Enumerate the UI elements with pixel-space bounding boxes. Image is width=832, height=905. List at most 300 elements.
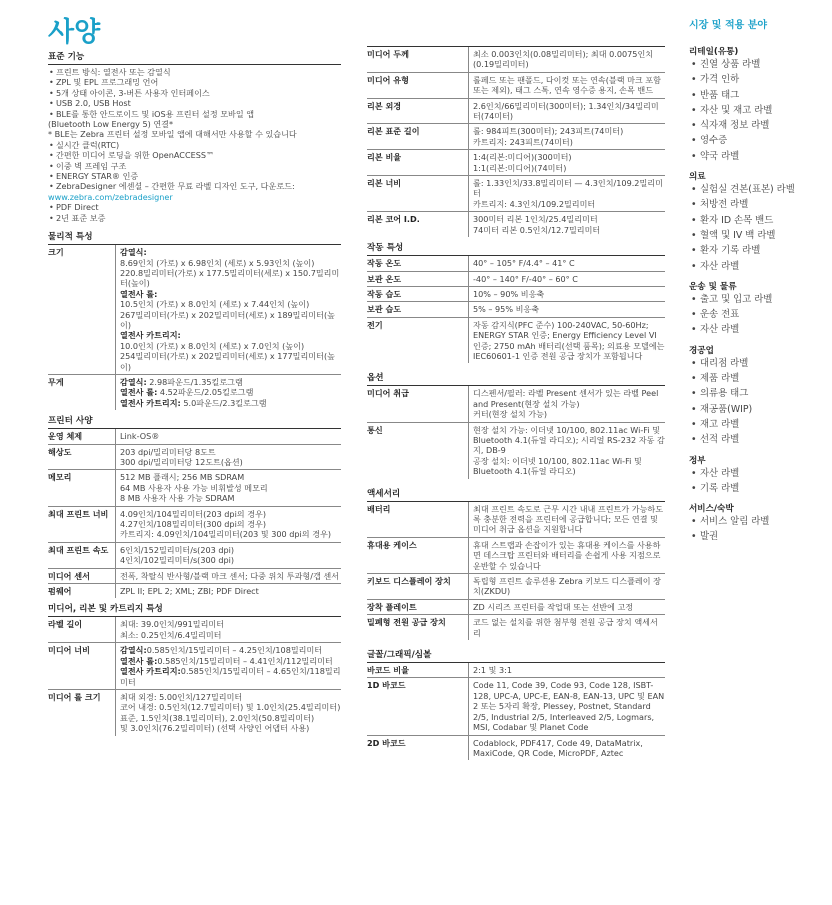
row-key: 2D 바코드 — [367, 737, 406, 748]
row-key: 밀폐형 전원 공급 장치 — [367, 617, 446, 628]
table-row — [367, 302, 665, 317]
bullet-icon: • — [691, 104, 697, 116]
bullet-icon: • — [691, 184, 697, 196]
sidebar-item — [689, 88, 821, 103]
row-value — [115, 245, 341, 374]
sidebar-category: 경공업 — [689, 345, 714, 356]
row-value — [468, 47, 665, 72]
table-row — [367, 502, 665, 538]
sidebar-list — [689, 292, 821, 338]
sidebar-title: 시장 및 적용 분야 — [689, 20, 768, 31]
bullet-icon: • — [49, 108, 54, 119]
list-item — [48, 181, 341, 191]
table-row — [48, 429, 341, 444]
row-key: 라벨 길이 — [48, 619, 83, 630]
row-key: 1D 바코드 — [367, 680, 406, 691]
bullet-icon: • — [691, 388, 697, 400]
list-item — [48, 192, 341, 202]
row-value — [468, 272, 665, 286]
sidebar-list — [689, 57, 821, 164]
bullet-icon: • — [691, 199, 697, 211]
sidebar-item — [689, 149, 821, 164]
row-value — [115, 375, 341, 410]
sidebar-item — [689, 243, 821, 258]
row-key: 메모리 — [48, 472, 72, 483]
row-value-line: 5% – 95% 비응축 — [473, 304, 540, 315]
size-dt-2: 220.8밀리미터(가로) x 177.5밀리미터(세로) x 150.7밀리미터(높이) — [120, 267, 340, 289]
size-tt-2: 267밀리미터(가로) x 202밀리미터(세로) x 189밀리미터(높이) — [120, 309, 335, 330]
sidebar-item-label: 선적 라벨 — [700, 434, 740, 446]
table-row — [367, 574, 665, 600]
bullet-icon: • — [49, 212, 54, 223]
list-item — [48, 171, 341, 181]
sidebar-item — [689, 417, 821, 432]
row-key: 장착 플레이트 — [367, 601, 417, 612]
list-item — [48, 98, 341, 108]
table-row — [48, 470, 341, 506]
row-value — [468, 386, 665, 421]
media-table — [48, 617, 341, 735]
list-item — [48, 150, 341, 160]
sidebar-list — [689, 356, 821, 448]
width-tt: 0.585인치/15밀리미터 – 4.41인치/112밀리미터 — [157, 655, 333, 666]
row-value — [115, 470, 341, 505]
table-row — [367, 538, 665, 574]
weight-tt: 4.52파운드/2.05킬로그램 — [159, 387, 254, 398]
sidebar-item — [689, 514, 821, 529]
table-row — [367, 47, 665, 73]
row-key: 미디어 롤 크기 — [48, 691, 101, 702]
row-value — [115, 543, 341, 568]
section-title-printer: 프린터 사양 — [48, 412, 341, 429]
bullet-icon: • — [691, 516, 697, 528]
list-item-text: ZebraDesigner 에센셜 – 간편한 무료 라벨 디자인 도구, 다운로드: — [56, 181, 295, 192]
table-row — [367, 124, 665, 150]
row-key: 리본 너비 — [367, 178, 402, 189]
sidebar-item-label: 식자재 정보 라벨 — [700, 120, 770, 132]
label-len-min: 최소: 0.25인치/6.4밀리미터 — [120, 629, 222, 640]
table-row — [367, 272, 665, 287]
row-key: 미디어 두께 — [367, 49, 409, 59]
row-value-line: 300 dpi/밀리미터당 12도트(옵션) — [120, 457, 243, 467]
row-value-line: Code 11, Code 39, Code 93, Code 128, ISBT-128, UPC-A, UPC-E, EAN-8, EAN-13, UPC 및 EAN 2 또는 5자리 확장, Plessey, Postnet, Standard 2/5, Industrial 2/5, Interleaved 2/5, Logmars, MSI, Codabar 및 Planet Code — [473, 680, 665, 733]
fonts-table — [367, 663, 665, 760]
table-row — [48, 507, 341, 543]
row-value — [115, 617, 341, 642]
row-value-line: 2.6인치/66밀리미터(300미터); 1.34인치/34밀리미터(74미터) — [473, 100, 659, 122]
row-key: 미디어 취급 — [367, 388, 409, 399]
row-value-line: 현장 설치 가능: 이더넷 10/100, 802.11ac Wi-Fi 및 Bluetooth 4.1(듀얼 라디오); 시리얼 RS-232 자동 감지, DB-9 — [473, 424, 665, 456]
row-value-line: 40° – 105° F/4.4° – 41° C — [473, 258, 575, 269]
sidebar-item-label: 기록 라벨 — [700, 482, 740, 494]
row-value — [468, 73, 665, 98]
sidebar-item — [689, 72, 821, 87]
sidebar-list — [689, 182, 821, 274]
row-value-line: 203 dpi/밀리미터당 8도트 — [120, 446, 216, 457]
row-value-line: Codablock, PDF417, Code 49, DataMatrix, MaxiCode, QR Code, MicroPDF, Aztec — [473, 737, 643, 758]
section-title-physical: 물리적 특성 — [48, 228, 341, 245]
sidebar-category: 운송 및 물류 — [689, 281, 737, 292]
row-value — [115, 569, 341, 583]
weight-dt: 2.98파운드/1.35킬로그램 — [149, 376, 243, 387]
bullet-icon: • — [691, 135, 697, 147]
row-value-line: 커터(현장 설치 가능) — [473, 409, 548, 420]
printer-table — [48, 429, 341, 598]
sidebar-item-label: 혈액 및 IV 백 라벨 — [700, 229, 776, 241]
bullet-icon: • — [691, 418, 697, 430]
page-title: 사양 — [48, 17, 101, 48]
bullet-icon: • — [691, 531, 697, 543]
width-cart-label: 열전사 카트리지: — [120, 666, 181, 677]
sidebar-item — [689, 182, 821, 197]
list-item — [48, 202, 341, 212]
row-key: 해상도 — [48, 446, 72, 457]
sidebar-item-label: 출고 및 입고 라벨 — [700, 293, 773, 305]
bullet-icon: • — [49, 77, 54, 88]
row-value-line: ZPL II; EPL 2; XML; ZBI; PDF Direct — [120, 586, 259, 597]
size-tt-1: 10.5인치 (가로) x 8.0인치 (세로) x 7.44인치 (높이) — [120, 299, 310, 310]
row-value — [468, 287, 665, 301]
bullet-icon: • — [691, 373, 697, 385]
standard-features-list — [48, 65, 341, 226]
download-link[interactable]: www.zebra.com/zebradesigner — [48, 191, 173, 202]
bullet-icon: • — [691, 59, 697, 70]
sidebar-category: 리테일(유통) — [689, 47, 739, 57]
sidebar-category: 서비스/숙박 — [689, 504, 734, 515]
bullet-icon: • — [49, 160, 54, 171]
row-value-line: 롤페드 또는 팬폴드, 다이컷 또는 연속(블랙 마크 포함 또는 제외), 태그 스톡, 연속 영수증 용지, 손목 밴드 — [473, 74, 661, 96]
row-key: 리본 외경 — [367, 100, 402, 111]
size-dt-1: 8.69인치 (가로) x 6.98인치 (세로) x 5.93인치 (높이) — [120, 257, 315, 268]
size-cart-label: 열전사 카트리지: — [120, 330, 181, 341]
sidebar-item-label: 제품 라벨 — [700, 373, 740, 385]
row-value — [468, 212, 665, 237]
row-value-line: 공장 설치: 이더넷 10/100, 802.11ac Wi-Fi 및 Bluetooth 4.1(듀얼 라디오) — [473, 455, 642, 477]
bullet-icon: • — [49, 98, 54, 109]
sidebar-item-label: 실험실 견본(표본) 라벨 — [700, 184, 795, 196]
sidebar-item-label: 자산 라벨 — [700, 260, 740, 272]
row-key: 리본 표준 길이 — [367, 126, 420, 137]
sidebar-item — [689, 371, 821, 386]
row-key: 보관 온도 — [367, 273, 402, 284]
row-value — [468, 538, 665, 573]
row-value-line: ZD 시리즈 프린터를 작업대 또는 선반에 고정 — [473, 601, 634, 612]
sidebar-item-label: 의류용 태그 — [700, 388, 749, 400]
row-value-line: 휴대 스트랩과 손잡이가 있는 휴대용 케이스를 사용하면 데스크탑 프린터와 배터리를 손쉽게 사용 지점으로 운반할 수 있습니다 — [473, 539, 661, 571]
list-item — [48, 161, 341, 171]
sidebar-item — [689, 307, 821, 322]
sidebar-item-label: 재고 라벨 — [700, 418, 740, 430]
size-dt-label: 감열식: — [120, 247, 147, 258]
sidebar-category: 의료 — [689, 172, 706, 183]
sidebar-item — [689, 322, 821, 337]
row-value-line: 6인치/152밀리미터/s(203 dpi) — [120, 544, 235, 555]
row-value-line: 2:1 및 3:1 — [473, 665, 513, 676]
size-cart-1: 10.0인치 (가로) x 8.0인치 (세로) x 7.0인치 (높이) — [120, 340, 305, 351]
bullet-icon: • — [691, 150, 697, 162]
row-key: 보관 습도 — [367, 304, 402, 315]
row-key: 운영 체제 — [48, 431, 83, 442]
list-item-text: 이중 벽 프레임 구조 — [56, 160, 127, 171]
sidebar-item — [689, 197, 821, 212]
bullet-icon: • — [49, 202, 54, 213]
row-key: 미디어 너비 — [48, 645, 90, 656]
sidebar-item-label: 자산 라벨 — [700, 324, 740, 336]
bullet-icon: • — [49, 171, 54, 182]
list-item-text: 간편한 미디어 로딩을 위한 OpenACCESS™ — [56, 150, 215, 161]
list-item-text: 2년 표준 보증 — [56, 212, 106, 223]
bullet-icon: • — [691, 293, 697, 305]
row-key: 리본 비율 — [367, 152, 402, 163]
column-middle — [367, 46, 665, 760]
list-item — [48, 67, 341, 77]
sidebar-item-label: 가격 인하 — [700, 74, 740, 86]
row-value-line: 4.09인치/104밀리미터(203 dpi의 경우) — [120, 508, 266, 519]
sidebar-item — [689, 386, 821, 401]
row-key: 작동 습도 — [367, 288, 402, 299]
sidebar-item — [689, 466, 821, 481]
row-value — [468, 574, 665, 599]
row-value-line: 롤: 1.33인치/33.8밀리미터 — 4.3인치/109.2밀리미터 — [473, 178, 663, 199]
sidebar-item-label: 서비스 알림 라벨 — [700, 516, 770, 528]
row-value — [468, 663, 665, 677]
table-row — [367, 256, 665, 271]
sidebar-item — [689, 213, 821, 228]
section-title-options: 옵션 — [367, 369, 665, 386]
sidebar-item — [689, 228, 821, 243]
sidebar-groups — [689, 45, 821, 545]
weight-tt-label: 열전사 롤: — [120, 387, 158, 398]
bullet-icon: • — [49, 181, 54, 192]
row-key: 리본 코어 I.D. — [367, 214, 420, 225]
physical-table — [48, 245, 341, 410]
weight-cart: 5.0파운드/2.3킬로그램 — [183, 397, 267, 408]
bullet-icon: • — [691, 229, 697, 241]
row-value-line: 8 MB 사용자 사용 가능 SDRAM — [120, 493, 235, 504]
sidebar-item-label: 환자 기록 라벨 — [700, 245, 761, 257]
sidebar-item — [689, 292, 821, 307]
list-item — [48, 213, 341, 223]
sidebar-item — [689, 529, 821, 544]
sidebar-item — [689, 57, 821, 72]
row-value-line: -40° – 140° F/-40° – 60° C — [473, 273, 578, 284]
row-value-line: 64 MB 사용자 사용 가능 비휘발성 메모리 — [120, 482, 268, 493]
sidebar-item — [689, 432, 821, 447]
row-key: 바코드 비율 — [367, 665, 409, 676]
row-value — [468, 150, 665, 175]
sidebar-item — [689, 118, 821, 133]
roll-core: 코어 내경: 0.5인치(12.7밀리미터) 및 1.0인치(25.4밀리미터) 표준, 1.5인치(38.1밀리미터), 2.0인치(50.8밀리미터) — [120, 702, 341, 723]
table-row — [48, 643, 341, 690]
table-row — [367, 678, 665, 735]
bullet-icon: • — [49, 139, 54, 150]
bullet-icon: • — [691, 434, 697, 446]
list-item — [48, 109, 341, 119]
row-key: 키보드 디스플레이 장치 — [367, 576, 451, 587]
row-value-line: 코드 없는 설치를 위한 첨부형 전원 공급 장치 액세서리 — [473, 617, 658, 638]
list-item-text: * BLE는 Zebra 프린터 설정 모바일 앱에 대해서만 사용할 수 있습니다 — [48, 129, 297, 140]
table-row — [48, 690, 341, 736]
weight-cart-label: 열전사 카트리지: — [120, 397, 181, 408]
width-cart: 0.585인치/15밀리미터 – 4.65인치/118밀리미터 — [120, 666, 341, 687]
table-row — [367, 287, 665, 302]
table-row — [367, 318, 665, 364]
section-title-operating: 작동 특성 — [367, 239, 665, 256]
list-item-text: (Bluetooth Low Energy 5) 연결* — [48, 119, 174, 130]
sidebar — [689, 16, 821, 545]
bullet-icon: • — [691, 120, 697, 132]
section-title-media: 미디어, 리본 및 카트리지 특성 — [48, 600, 341, 617]
sidebar-item — [689, 259, 821, 274]
table-row — [367, 615, 665, 640]
table-row — [48, 584, 341, 598]
list-item-text: USB 2.0, USB Host — [56, 98, 131, 109]
bullet-icon: • — [49, 67, 54, 77]
size-tt-label: 열전사 롤: — [120, 288, 158, 299]
table-row — [367, 736, 665, 761]
width-tt-label: 열전사 롤: — [120, 655, 158, 666]
sidebar-item — [689, 481, 821, 496]
list-item-text: 5개 상태 아이콘, 3-버튼 사용자 인터페이스 — [56, 87, 210, 98]
width-dt: 0.585인치/15밀리미터 – 4.25인치/108밀리미터 — [146, 645, 323, 656]
row-value-line: 74미터 리본 0.5인치/12.7밀리미터 — [473, 224, 601, 235]
sidebar-item — [689, 402, 821, 417]
row-value — [468, 678, 665, 734]
table-row — [367, 212, 665, 237]
sidebar-item — [689, 133, 821, 148]
row-value-line: 자동 감지식(PFC 준수) 100-240VAC, 50-60Hz; ENERGY STAR 인증; Energy Efficiency Level VI 인증; 2750 mAh 배터리(선택 품목); 의료용 모델에는 IEC60601-1 인증 전원 공급 장치가 포함됩니다 — [473, 319, 665, 361]
table-row — [48, 245, 341, 375]
sidebar-item-label: 자산 라벨 — [700, 467, 740, 479]
row-key: 최대 프린트 속도 — [48, 544, 109, 555]
list-item-text: ENERGY STAR® 인증 — [56, 171, 139, 182]
row-value-line: Link-OS® — [120, 431, 160, 442]
row-value-line: 1:1(리본:미디어)(74미터) — [473, 162, 567, 173]
row-key: 통신 — [367, 424, 383, 435]
row-value — [468, 256, 665, 270]
row-value — [468, 615, 665, 640]
row-value-line: 1:4(리본:미디어)(300미터) — [473, 152, 572, 163]
row-value — [115, 643, 341, 689]
row-value — [468, 502, 665, 537]
row-value-line: 카트리지: 4.3인치/109.2밀리미터 — [473, 198, 596, 209]
row-value — [468, 736, 665, 761]
sidebar-item-label: 자산 및 재고 라벨 — [700, 104, 773, 116]
operating-table — [367, 256, 665, 363]
table-row — [367, 386, 665, 422]
sidebar-item-label: 운송 전표 — [700, 309, 740, 321]
bullet-icon: • — [691, 74, 697, 86]
row-value — [468, 423, 665, 479]
list-item-text: BLE를 통한 안드로이드 및 iOS용 프린터 설정 모바일 앱 — [56, 108, 255, 119]
label-len-max: 최대: 39.0인치/991밀리미터 — [120, 619, 225, 630]
row-key: 최대 프린트 너비 — [48, 508, 109, 519]
list-item — [48, 88, 341, 98]
accessories-table — [367, 502, 665, 640]
table-row — [367, 99, 665, 125]
table-row — [367, 176, 665, 212]
bullet-icon: • — [691, 89, 697, 101]
table-row — [48, 375, 341, 410]
row-value — [115, 429, 341, 443]
bullet-icon: • — [49, 150, 54, 161]
bullet-icon: • — [691, 214, 697, 226]
row-value — [115, 584, 341, 598]
list-item-text: ZPL 및 EPL 프로그래밍 언어 — [56, 77, 159, 88]
table-row — [48, 543, 341, 569]
sidebar-item-label: 환자 ID 손목 밴드 — [700, 214, 774, 226]
list-item-text: PDF Direct — [56, 202, 99, 213]
row-value — [115, 445, 341, 470]
row-value-line: 4인치/102밀리미터/s(300 dpi) — [120, 555, 235, 566]
bullet-icon: • — [691, 403, 697, 415]
row-key: 작동 온도 — [367, 258, 402, 269]
table-row — [367, 423, 665, 479]
table-row — [48, 569, 341, 584]
bullet-icon: • — [691, 357, 697, 369]
roll-adapter: 및 3.0인치(76.2밀리미터) (선택 사양인 어댑터 사용) — [120, 723, 310, 734]
row-value — [115, 690, 341, 736]
section-title-fonts: 글꼴/그래픽/심볼 — [367, 646, 665, 663]
table-row — [48, 617, 341, 643]
bullet-icon: • — [691, 482, 697, 494]
row-value-line: 디스펜서/필러: 라벨 Present 센서가 있는 라벨 Peel and Present(현장 설치 가능) — [473, 388, 659, 409]
list-item-text: 프린트 방식: 열전사 또는 감열식 — [56, 67, 171, 77]
row-value — [115, 507, 341, 542]
options-table — [367, 386, 665, 478]
sidebar-category: 정부 — [689, 455, 706, 466]
sidebar-item-label: 진열 상품 라벨 — [700, 59, 761, 70]
bullet-icon: • — [691, 245, 697, 257]
bullet-icon: • — [691, 309, 697, 321]
sidebar-item — [689, 103, 821, 118]
row-value — [468, 99, 665, 124]
row-value — [468, 176, 665, 211]
sidebar-item-label: 처방전 라벨 — [700, 199, 749, 211]
list-item — [48, 77, 341, 87]
list-item — [48, 119, 341, 129]
row-value — [468, 600, 665, 614]
row-key: 펌웨어 — [48, 586, 72, 597]
row-key: 전기 — [367, 319, 383, 330]
row-value-line: 10% – 90% 비응축 — [473, 288, 545, 299]
row-value-line: 4.27인치/108밀리미터(300 dpi의 경우) — [120, 519, 266, 530]
row-value-line: 최소 0.003인치(0.08밀리미터); 최대 0.0075인치(0.19밀리미터) — [473, 49, 654, 70]
column-left — [48, 46, 341, 736]
table-row — [48, 445, 341, 471]
sidebar-item-label: 약국 라벨 — [700, 150, 740, 162]
list-item-text: 실시간 클럭(RTC) — [56, 139, 120, 150]
sidebar-item-label: 반품 태그 — [700, 89, 740, 101]
row-value — [468, 318, 665, 364]
sidebar-item-label: 영수증 — [700, 135, 728, 147]
width-dt-label: 감열식: — [120, 645, 147, 656]
sidebar-list — [689, 514, 821, 545]
row-value — [468, 302, 665, 316]
sidebar-item-label: 대리점 라벨 — [700, 357, 749, 369]
row-value-line: 최대 프린트 속도로 근무 시간 내내 프린트가 가능하도록 충분한 전력을 프린터에 공급합니다; 모든 연결 및 미디어 취급 옵션을 지원합니다 — [473, 503, 664, 535]
table-row — [367, 150, 665, 176]
sidebar-item — [689, 356, 821, 371]
row-key: 배터리 — [367, 503, 391, 514]
bullet-icon: • — [691, 467, 697, 479]
row-key: 무게 — [48, 376, 64, 387]
row-key: 미디어 유형 — [367, 74, 409, 85]
table-row — [367, 73, 665, 99]
table-row — [367, 663, 665, 678]
sidebar-item-label: 발권 — [700, 531, 719, 543]
row-value-line: 카트리지: 4.09인치/104밀리미터(203 및 300 dpi의 경우) — [120, 529, 331, 540]
